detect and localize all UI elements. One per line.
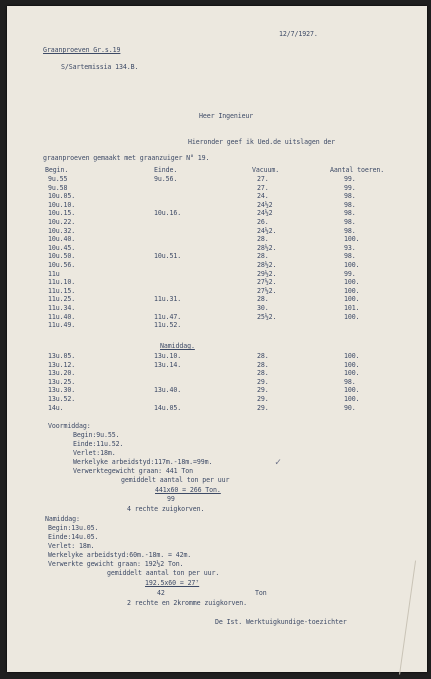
morning-heading: Voormiddag: [48,422,91,430]
cell-begin: 11u.25. [48,295,76,304]
cell-vacuum: 25½2. [257,312,277,321]
cell-begin: 13u.30. [48,386,76,395]
intro-line-2: graanproeven gemaakt met graanzuiger N° 19. [43,154,210,162]
afternoon-verlet: Verlet: 18m. [48,542,95,550]
cell-vacuum: 24½2 [257,200,273,209]
cell-begin: 13u.52. [48,395,76,403]
cell-vacuum: 27½2. [257,278,277,287]
afternoon-begin: Begin:13u.05. [48,524,99,532]
cell-vacuum: 24. [257,192,269,201]
cell-toeren: 98. [344,192,356,201]
cell-toeren: 100. [344,295,360,304]
morning-formula: 441x60 = 266 Ton. [155,486,221,494]
cell-vacuum: 28. [257,352,269,360]
cell-toeren: 100. [344,278,360,287]
cell-toeren: 98. [344,200,356,209]
cell-einde: 13u.10. [154,352,182,360]
date: 12/7/1927. [279,30,318,38]
cell-begin: 9u.55 [48,175,68,183]
cell-toeren: 99. [344,269,356,278]
cell-vacuum: 24½2. [257,226,277,235]
cell-toeren: 100. [344,261,360,269]
cell-toeren: 100. [344,386,360,395]
cell-einde: 13u.40. [154,386,182,395]
cell-vacuum: 29. [257,395,269,403]
cell-einde: 10u.51. [154,252,182,261]
cell-begin: 11u [48,269,60,278]
check-mark: ✓ [275,457,282,468]
header-toeren: Aantal toeren. [330,166,385,174]
cell-toeren: 93. [344,243,356,252]
afternoon-formula-denominator: 42 [157,589,165,597]
cell-vacuum: 29. [257,386,269,395]
cell-einde: 11u.31. [154,295,182,304]
cell-toeren: 100. [344,352,360,360]
cell-vacuum: 24½2 [257,209,273,218]
cell-toeren: 100. [344,312,360,321]
cell-toeren: 98. [344,218,356,226]
header-vacuum: Vacuum. [252,166,280,174]
header-einde: Einde. [154,166,178,174]
header-begin: Begin. [45,166,69,174]
cell-toeren: 100. [344,360,360,369]
cell-einde: 14u.05. [154,403,182,412]
cell-begin: 10u.50. [48,252,76,261]
cell-begin: 10u.56. [48,261,76,269]
cell-vacuum: 27. [257,175,269,183]
cell-einde: 11u.52. [154,321,182,330]
cell-vacuum: 27. [257,183,269,192]
cell-toeren: 99. [344,175,356,183]
morning-verlet: Verlet:18m. [73,449,116,457]
cell-begin: 10u.10. [48,200,76,209]
cell-vacuum: 28½2. [257,243,277,252]
cell-toeren: 98. [344,252,356,261]
subject: Graanproeven Gr.s.19 [43,46,121,54]
afternoon-formula-unit: Ton [255,589,267,597]
cell-toeren: 101. [344,304,360,312]
cell-begin: 11u.49. [48,321,76,330]
cell-vacuum: 28½2. [257,261,277,269]
cell-toeren: 100. [344,235,360,244]
cell-vacuum: 29. [257,377,269,386]
afternoon-formula: 192.5x60 = 27⁷ [145,579,200,587]
afternoon-werktijd: Werkelyke arbeidstyd:60m.-18m. = 42m. [48,551,192,559]
cell-begin: 11u.15. [48,286,76,295]
cell-toeren: 90. [344,403,356,412]
cell-begin: 10u.45. [48,243,76,252]
morning-formula-denominator: 99 [167,495,175,503]
cell-begin: 10u.05. [48,192,76,201]
cell-vacuum: 28. [257,369,269,378]
cell-begin: 10u.22. [48,218,76,226]
cell-begin: 11u.40. [48,312,76,321]
cell-vacuum: 26. [257,218,269,226]
morning-korven: 4 rechte zuigkorven. [127,505,205,513]
cell-vacuum: 30. [257,304,269,312]
cell-toeren: 98. [344,377,356,386]
cell-vacuum: 27½2. [257,286,277,295]
cell-toeren: 98. [344,209,356,218]
cell-vacuum: 28. [257,252,269,261]
salutation: Heer Ingenieur [199,112,254,120]
cell-begin: 13u.05. [48,352,76,360]
cell-toeren: 100. [344,395,360,403]
cell-toeren: 98. [344,226,356,235]
ship-name: S/Sartemissia 134.B. [61,63,139,71]
cell-begin: 13u.25. [48,377,76,386]
cell-begin: 11u.10. [48,278,76,287]
afternoon-korven: 2 rechte en 2kromme zuigkorven. [127,599,247,607]
cell-begin: 11u.34. [48,304,76,312]
cell-begin: 10u.40. [48,235,76,244]
cell-vacuum: 28. [257,360,269,369]
morning-gewicht: Verwerktegewicht graan: 441 Ton [73,467,193,475]
morning-gemiddeld: gemiddelt aantal ton per uur [121,476,230,484]
cell-vacuum: 28. [257,235,269,244]
cell-vacuum: 29. [257,403,269,412]
signature: De Ist. Werktuigkundige-toezichter [215,618,347,626]
cell-vacuum: 29½2. [257,269,277,278]
cell-begin: 13u.12. [48,360,76,369]
cell-einde: 10u.16. [154,209,182,218]
document-sheet [7,6,427,672]
afternoon-gemiddeld: gemiddelt aantal ton per uur. [107,569,220,577]
cell-einde: 9u.56. [154,175,178,183]
cell-begin: 14u. [48,403,64,412]
afternoon-gewicht: Verwerkte gewicht graan: 192½2 Ton. [48,560,184,568]
afternoon-label: Namiddag. [160,342,195,350]
paper-fold [399,561,430,677]
intro-line-1: Hieronder geef ik Ued.de uitslagen der [188,138,336,146]
afternoon-einde: Einde:14u.05. [48,533,99,541]
cell-begin: 9u.58 [48,183,68,192]
afternoon-heading: Namiddag: [45,515,80,523]
cell-begin: 10u.15. [48,209,76,218]
morning-werktijd: Werkelyke arbeidstyd:117m.-18m.=99m. [73,458,213,466]
cell-einde: 13u.14. [154,360,182,369]
cell-begin: 13u.20. [48,369,76,378]
cell-toeren: 100. [344,369,360,378]
cell-vacuum: 28. [257,295,269,304]
cell-toeren: 100. [344,286,360,295]
morning-einde: Einde:11u.52. [73,440,124,448]
cell-einde: 11u.47. [154,312,182,321]
cell-begin: 10u.32. [48,226,76,235]
morning-begin: Begin:9u.55. [73,431,120,439]
cell-toeren: 99. [344,183,356,192]
